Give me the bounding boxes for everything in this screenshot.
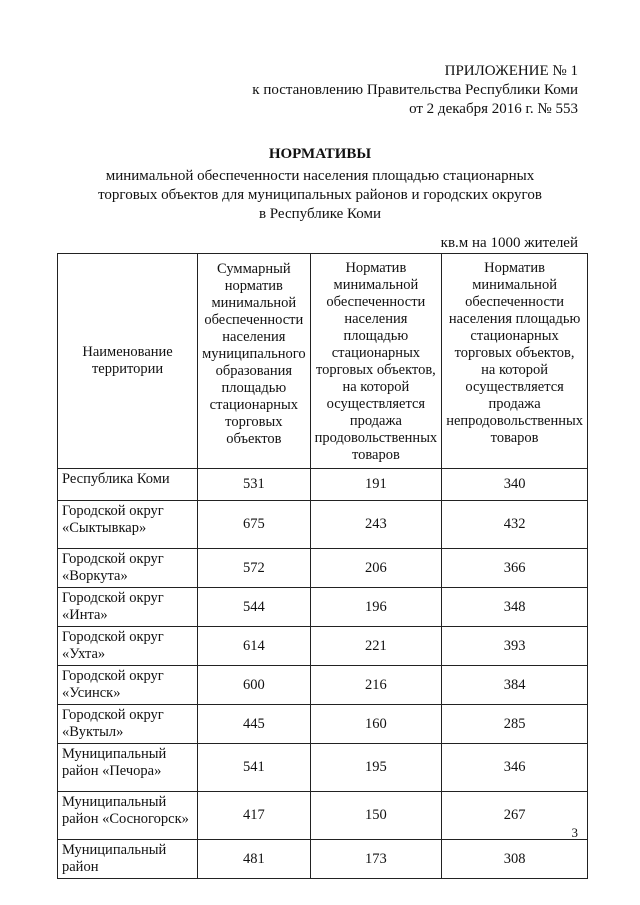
total-norm-cell: 544 (198, 588, 310, 627)
nonfood-norm-cell: 384 (442, 666, 588, 705)
norms-table (57, 253, 588, 879)
territory-cell: Республика Коми (58, 469, 198, 501)
appendix-resolution: к постановлению Правительства Республики Коми (252, 82, 578, 98)
territory-cell: Муниципальный район «Печора» (58, 744, 198, 792)
table-row (58, 840, 588, 879)
header-total-norm: Суммарный норматив минимальной обеспеченности населения муниципального образования площадью стационарных торговых объектов (198, 254, 310, 469)
territory-cell: Городской округ «Воркута» (58, 549, 198, 588)
nonfood-norm-cell: 340 (442, 469, 588, 501)
header-row (58, 254, 588, 469)
territory-cell: Муниципальный район «Сосногорск» (58, 792, 198, 840)
title-line-2: торговых объектов для муниципальных районов и городских округов (98, 187, 542, 203)
total-norm-cell: 614 (198, 627, 310, 666)
territory-cell: Городской округ «Вуктыл» (58, 705, 198, 744)
food-norm-cell: 173 (310, 840, 442, 879)
table-body (58, 469, 588, 879)
appendix-header (252, 62, 578, 119)
nonfood-norm-cell: 366 (442, 549, 588, 588)
appendix-number: ПРИЛОЖЕНИЕ № 1 (444, 63, 578, 79)
header-nonfood-norm: Норматив минимальной обеспеченности населения площадью стационарных торговых объектов, на которой осуществляется продажа непродовольственных товаров (442, 254, 588, 469)
table-row (58, 549, 588, 588)
table-header (58, 254, 588, 469)
table-row (58, 588, 588, 627)
table-row (58, 469, 588, 501)
units-label: кв.м на 1000 жителей (440, 235, 578, 251)
title-line-1: минимальной обеспеченности населения площадью стационарных (105, 168, 535, 184)
food-norm-cell: 195 (310, 744, 442, 792)
nonfood-norm-cell: 267 (442, 792, 588, 840)
table-row (58, 744, 588, 792)
food-norm-cell: 191 (310, 469, 442, 501)
territory-cell: Городской округ «Ухта» (58, 627, 198, 666)
territory-cell: Городской округ «Усинск» (58, 666, 198, 705)
food-norm-cell: 160 (310, 705, 442, 744)
nonfood-norm-cell: 348 (442, 588, 588, 627)
title-line-3: в Республике Коми (258, 206, 382, 222)
food-norm-cell: 243 (310, 501, 442, 549)
nonfood-norm-cell: 432 (442, 501, 588, 549)
total-norm-cell: 572 (198, 549, 310, 588)
page-number: 3 (571, 825, 578, 840)
table-row (58, 666, 588, 705)
nonfood-norm-cell: 285 (442, 705, 588, 744)
table-row (58, 501, 588, 549)
total-norm-cell: 541 (198, 744, 310, 792)
total-norm-cell: 481 (198, 840, 310, 879)
total-norm-cell: 417 (198, 792, 310, 840)
nonfood-norm-cell: 393 (442, 627, 588, 666)
appendix-date: от 2 декабря 2016 г. № 553 (409, 101, 578, 117)
header-territory: Наименование территории (58, 254, 198, 469)
food-norm-cell: 196 (310, 588, 442, 627)
title-heading: НОРМАТИВЫ (268, 146, 372, 162)
food-norm-cell: 216 (310, 666, 442, 705)
food-norm-cell: 206 (310, 549, 442, 588)
territory-cell: Городской округ «Инта» (58, 588, 198, 627)
table-row (58, 705, 588, 744)
food-norm-cell: 150 (310, 792, 442, 840)
table-row (58, 792, 588, 840)
total-norm-cell: 531 (198, 469, 310, 501)
document-title (60, 145, 580, 224)
total-norm-cell: 445 (198, 705, 310, 744)
nonfood-norm-cell: 346 (442, 744, 588, 792)
header-food-norm: Норматив минимальной обеспеченности населения площадью стационарных торговых объектов, на которой осуществляется продажа продовольственных товаров (310, 254, 442, 469)
territory-cell: Городской округ «Сыктывкар» (58, 501, 198, 549)
nonfood-norm-cell: 308 (442, 840, 588, 879)
total-norm-cell: 600 (198, 666, 310, 705)
territory-cell: Муниципальный район (58, 840, 198, 879)
total-norm-cell: 675 (198, 501, 310, 549)
table-row (58, 627, 588, 666)
food-norm-cell: 221 (310, 627, 442, 666)
